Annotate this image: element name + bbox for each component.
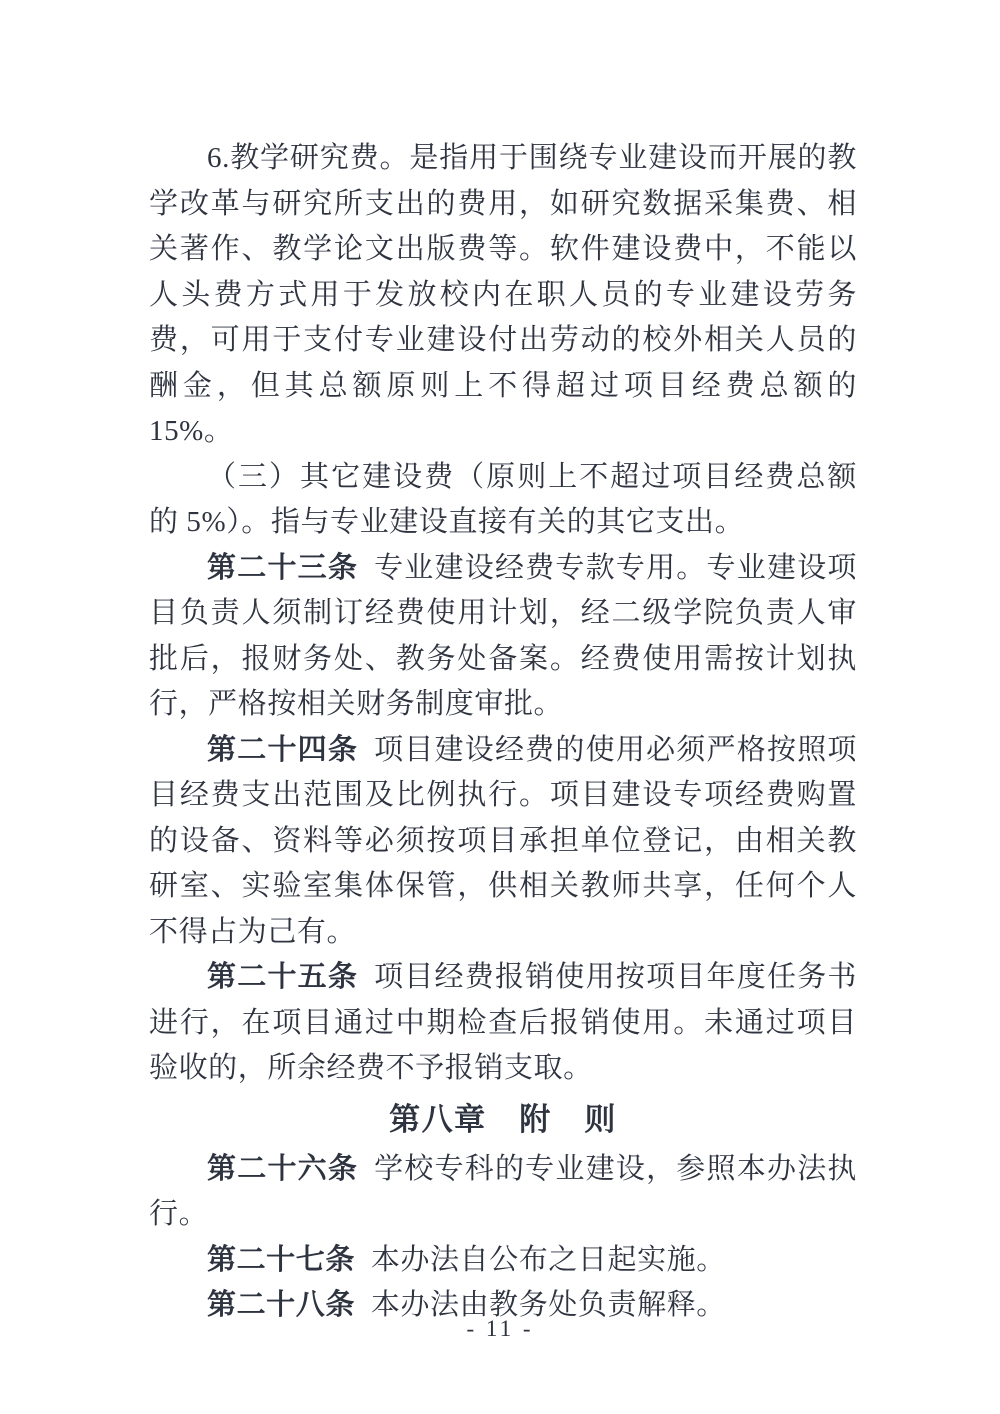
paragraph-other-construction-fee bbox=[149, 455, 857, 546]
paragraph-text: 6.教学研究费。是指用于围绕专业建设而开展的教学改革与研究所支出的费用，如研究数据采集费、相关著作、教学论文出版费等。软件建设费中，不能以人头费方式用于发放校内在职人员的专业建设劳务费，可用于支付专业建设付出劳动的校外相关人员的酬金，但其总额原则上不得超过项目经费总额的 15%。 bbox=[149, 142, 857, 447]
paragraph-article-27 bbox=[149, 1238, 857, 1284]
paragraph-text: 本办法由教务处负责解释。 bbox=[370, 1289, 726, 1321]
paragraph-text: 项目建设经费的使用必须严格按照项目经费支出范围及比例执行。项目建设专项经费购置的设备、资料等必须按项目承担单位登记，由相关教研室、实验室集体保管，供相关教师共享，任何个人不得占为己有。 bbox=[149, 733, 857, 948]
paragraph-text: （三）其它建设费（原则上不超过项目经费总额的 5%）。指与专业建设直接有关的其它支出。 bbox=[149, 460, 857, 538]
paragraph-article-24 bbox=[149, 728, 857, 956]
paragraph-text: 本办法自公布之日起实施。 bbox=[370, 1243, 726, 1276]
document-body bbox=[149, 136, 857, 1329]
paragraph-text: 项目经费报销使用按项目年度任务书进行，在项目通过中期检查后报销使用。未通过项目验收的，所余经费不予报销支取。 bbox=[149, 961, 857, 1084]
article-number-label: 第二十六条 bbox=[207, 1152, 359, 1185]
chapter-heading: 第八章 附 则 bbox=[389, 1101, 617, 1137]
article-number-label: 第二十八条 bbox=[207, 1289, 355, 1321]
paragraph-article-25 bbox=[149, 955, 857, 1092]
article-number-label: 第二十三条 bbox=[207, 551, 359, 584]
article-number-label: 第二十七条 bbox=[207, 1243, 355, 1276]
article-number-label: 第二十四条 bbox=[207, 733, 359, 766]
paragraph-article-23 bbox=[149, 546, 857, 728]
page-number: - 11 - bbox=[466, 1316, 534, 1341]
paragraph-article-26 bbox=[149, 1147, 857, 1238]
article-number-label: 第二十五条 bbox=[207, 961, 359, 993]
paragraph-teaching-research-fee bbox=[149, 136, 857, 455]
paragraph-text: 学校专科的专业建设，参照本办法执行。 bbox=[149, 1152, 857, 1230]
paragraph-text: 专业建设经费专款专用。专业建设项目负责人须制订经费使用计划，经二级学院负责人审批后，报财务处、教务处备案。经费使用需按计划执行，严格按相关财务制度审批。 bbox=[149, 551, 857, 720]
